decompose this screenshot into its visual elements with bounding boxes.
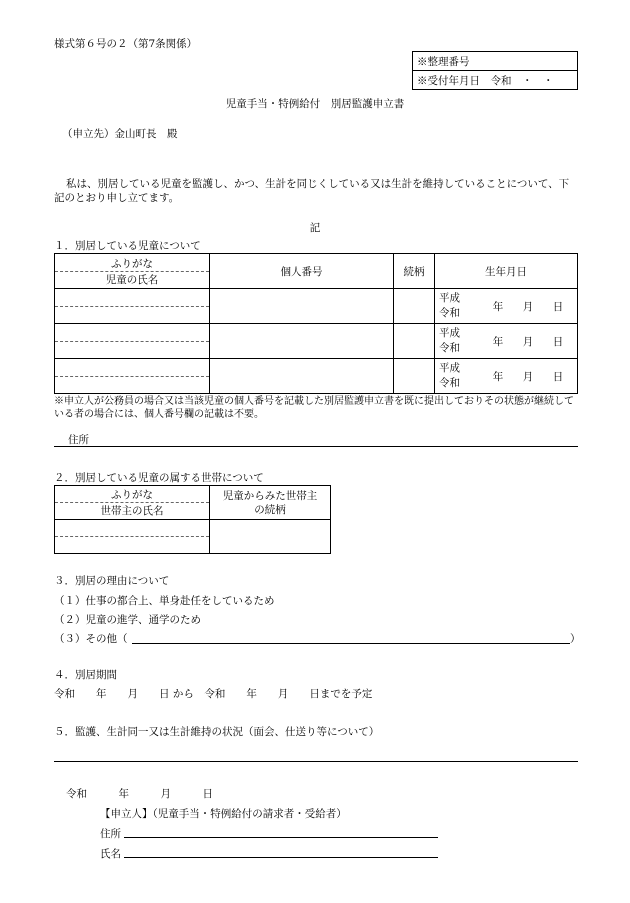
address-label: 住所 xyxy=(68,434,89,446)
declaration-text: 私は、別居している児童を監護し、かつ、生計を同じくしている又は生計を維持していることについて、下記のとおり申し立てます。 xyxy=(54,178,570,204)
ki-heading: 記 xyxy=(309,222,321,234)
address-line[interactable] xyxy=(54,446,578,447)
form-id: 様式第６号の２（第7条関係） xyxy=(54,38,198,50)
reason-other-line[interactable] xyxy=(132,643,570,644)
section3-heading: ３．別居の理由について xyxy=(54,575,170,587)
section5-heading: ５．監護、生計同一又は生計維持の状況（面会、仕送り等について） xyxy=(54,726,380,738)
birthdate-cell[interactable]: 平成 令和 年 月 日 xyxy=(435,324,578,359)
child-row xyxy=(55,324,578,359)
household-relation-header: 児童からみた世帯主 の続柄 xyxy=(210,486,331,520)
reason-option-1[interactable]: （１）仕事の都合上、単身赴任をしているため xyxy=(54,595,275,607)
section2-heading: ２．別居している児童の属する世帯について xyxy=(54,472,264,484)
reference-number-field: ※整理番号 xyxy=(413,52,578,71)
reception-date-field: ※受付年月日 令和 ・ ・ xyxy=(413,71,578,90)
personal-number-cell[interactable] xyxy=(210,359,394,394)
reason-option-3[interactable]: （３）その他（ xyxy=(54,633,128,645)
personal-number-cell[interactable] xyxy=(210,324,394,359)
child-name-cell[interactable] xyxy=(55,359,210,394)
household-head-header: ふりがな 世帯主の氏名 xyxy=(55,486,210,520)
applicant-address-line[interactable] xyxy=(124,837,438,838)
household-table xyxy=(54,485,331,554)
addressee: （申立先）金山町長 殿 xyxy=(62,128,178,140)
children-table xyxy=(54,253,578,394)
personal-number-cell[interactable] xyxy=(210,289,394,324)
household-relation-cell[interactable] xyxy=(210,520,331,554)
situation-line[interactable] xyxy=(54,761,578,762)
birthdate-cell[interactable]: 平成 令和 年 月 日 xyxy=(435,359,578,394)
birthdate-header: 生年月日 xyxy=(435,254,578,289)
birthdate-cell[interactable]: 平成 令和 年 月 日 xyxy=(435,289,578,324)
personal-number-note: ※申立人が公務員の場合又は当該児童の個人番号を記載した別居監護申立書を既に提出しておりその状態が継続している者の場合には、個人番号欄の記載は不要。 xyxy=(54,396,574,420)
personal-number-header: 個人番号 xyxy=(210,254,394,289)
section1-heading: １．別居している児童について xyxy=(54,240,201,252)
child-row xyxy=(55,359,578,394)
relationship-cell[interactable] xyxy=(394,359,435,394)
reason-option-2[interactable]: （２）児童の進学、通学のため xyxy=(54,614,201,626)
child-name-cell[interactable] xyxy=(55,324,210,359)
relationship-header: 続柄 xyxy=(394,254,435,289)
office-use-box xyxy=(412,51,578,90)
section4-heading: ４．別居期間 xyxy=(54,669,117,681)
applicant-label: 【申立人】（児童手当・特例給付の請求者・受給者） xyxy=(100,808,347,820)
child-name-cell[interactable] xyxy=(55,289,210,324)
applicant-name-label: 氏名 xyxy=(100,848,121,860)
child-name-header: ふりがな 児童の氏名 xyxy=(55,254,210,289)
applicant-name-line[interactable] xyxy=(124,857,438,858)
applicant-address-label: 住所 xyxy=(100,828,121,840)
child-row xyxy=(55,289,578,324)
separation-period[interactable]: 令和 年 月 日 から 令和 年 月 日までを予定 xyxy=(54,688,373,700)
relationship-cell[interactable] xyxy=(394,324,435,359)
page-title: 児童手当・特例給付 別居監護申立書 xyxy=(225,98,405,110)
relationship-cell[interactable] xyxy=(394,289,435,324)
household-head-cell[interactable] xyxy=(55,520,210,554)
application-date[interactable]: 令和 年 月 日 xyxy=(66,788,213,800)
reason-option-3-close: ） xyxy=(570,633,581,645)
